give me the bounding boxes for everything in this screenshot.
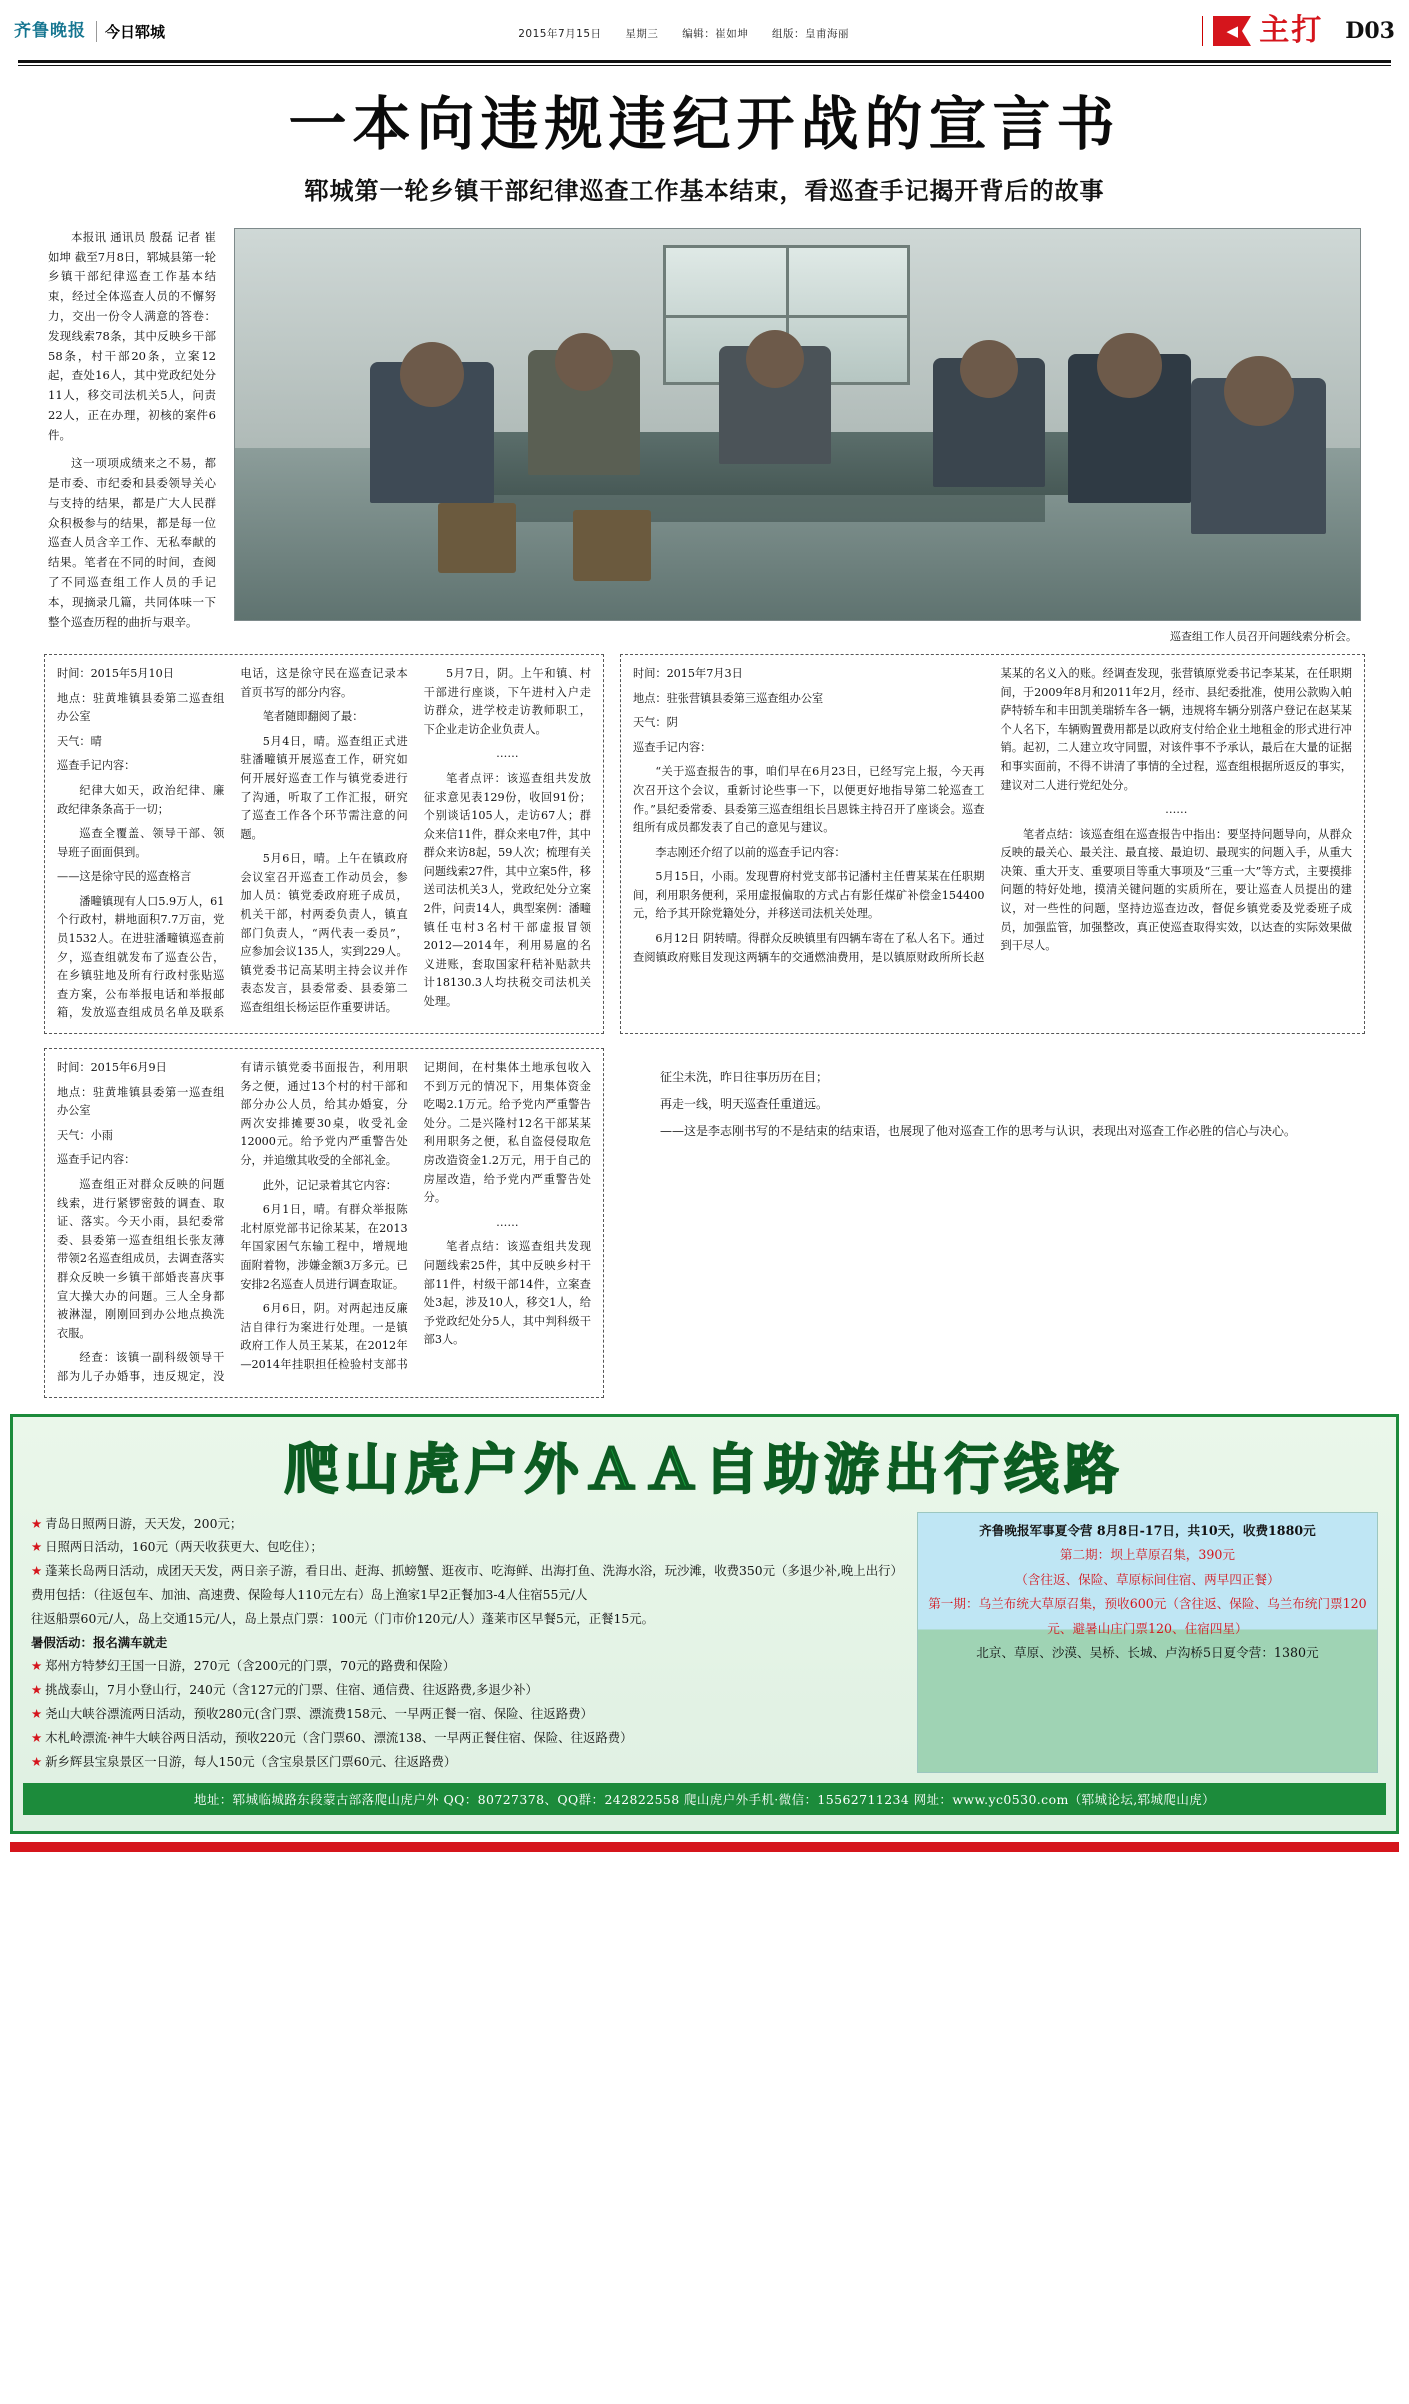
photo-caption: 巡查组工作人员召开问题线索分析会。 — [1170, 629, 1357, 643]
star-icon: ★ — [31, 1539, 43, 1555]
flag-icon — [1213, 16, 1251, 46]
star-icon: ★ — [31, 1753, 43, 1769]
note-line: ——这是徐守民的巡查格言 — [57, 870, 192, 884]
ad-list-item: ★ 挑战泰山，7月小登山行，240元（含127元的门票、住宿、通信费、往返路费,多退少补） — [31, 1682, 538, 1698]
note-line: 天气：阴 — [633, 716, 678, 730]
bottom-red-bar — [10, 1842, 1399, 1852]
note-line: 6月1日，晴。有群众举报陈北村原党部书记徐某某，在2013年国家困气东输工程中，增规地面附着物，涉嫌金额3万多元。已安排2名巡查人员进行调查取证。 — [240, 1203, 408, 1291]
note-line: “关于巡查报告的事，咱们早在6月23日，已经写完上报，今天再次召开这个会议，重新讨论些事一下，以便更好地指导第二轮巡查工作。”县纪委常委、县委第三巡查组组长吕恩铢主持召开了座谈会。巡查组所有成员都发表了自己的意见与建议。 — [633, 765, 985, 835]
camp-line: 第一期：乌兰布统大草原召集，预收600元（含往返、保险、乌兰布统门票120元、避暑山庄门票120、住宿四星） — [928, 1596, 1367, 1636]
paper-name: 齐鲁晚报 — [14, 20, 86, 41]
ad-contact-bar: 地址：郓城临城路东段蒙古部落爬山虎户外 QQ：80727378、QQ群：242822558 爬山虎户外手机·微信：15562711234 网址：www.yc0530.com（郓城论坛,郓城爬山虎） — [23, 1783, 1386, 1815]
ad-list-item: 费用包括：（往返包车、加油、高速费、保险每人110元左右）岛上渔家1早2正餐加3-4人住宿55元/人 — [31, 1586, 588, 1602]
ad-list-item: ★ 日照两日活动，160元（两天收获更大、包吃住）； — [31, 1539, 323, 1555]
ad-list-item: ★ 新乡辉县宝泉景区一日游，每人150元（含宝泉景区门票60元、往返路费） — [31, 1753, 457, 1769]
section-name: 今日郓城 — [96, 21, 165, 42]
ad-list-item: ★ 尧山大峡谷漂流两日活动，预收280元(含门票、漂流费158元、一早两正餐一宿、保险、往返路费） — [31, 1706, 593, 1722]
note-line: 5月7日，阴。上午和镇、村干部进行座谈，下午进村入户走访群众，进学校走访教师职工，下企业走访企业负责人。 — [423, 666, 591, 736]
note-line: 时间：2015年5月10日 — [57, 666, 174, 680]
note-line: 笔者随即翻阅了最： — [262, 710, 364, 724]
ad-list-item: ★ 木札岭漂流·神牛大峡谷两日活动，预收220元（含门票60、漂流138、一早两正餐住宿、保险、往返路费） — [31, 1729, 633, 1745]
issue-weekday: 星期三 — [625, 27, 659, 40]
note-line: 地点：驻张营镇县委第三巡查组办公室 — [633, 691, 824, 705]
brand-label: 主打 — [1259, 13, 1324, 48]
ad-list-item: ★ 青岛日照两日游，天天发，200元； — [31, 1515, 243, 1531]
meeting-photo — [234, 228, 1361, 621]
star-icon: ★ — [31, 1658, 43, 1674]
note-ellipsis: …… — [496, 1215, 519, 1229]
notes-row-2 — [44, 1048, 1365, 1398]
ad-list-item: ★ 郑州方特梦幻王国一日游，270元（含200元的门票，70元的路费和保险） — [31, 1658, 456, 1674]
note-line: 6月6日，阴。对两起违反廉洁自律行为案进行处理。一是镇政府工作人员王某某，在2012年—2014年挂职担任检验村支部书记期间，在村集体土地承包收入不到万元的情况下，用集体资金吃喝2.1万元。给予党内严重警告处分。二是兴隆村12名干部某某利用职务之便，私自盗侵侵取危房改造资金1.2万元，用于自己的房屋改造，给予党内严重警告处分。 — [240, 1061, 591, 1371]
star-icon: ★ — [31, 1515, 43, 1531]
camp-line: 齐鲁晚报军事夏令营 8月8日-17日，共10天，收费1880元 — [979, 1522, 1316, 1538]
note-line: 巡查组正对群众反映的问题线索，进行紧锣密鼓的调查、取证、落实。今天小雨，县纪委常委、县委第一巡查组组长张友薄带领2名巡查组成员，去调查落实群众反映一乡镇干部婚丧喜庆事宣大操大办的问题。三人全身都被淋湿，刚刚回到办公地点换洗衣服。 — [57, 1178, 225, 1340]
note-comment: 笔者点结：该巡查组共发现问题线索25件，其中反映乡村干部11件，村级干部14件，立案查处3起，涉及10人，移交1人，给予党政纪处分5人，其中判科级干部3人。 — [423, 1240, 591, 1347]
intro-column — [48, 228, 216, 644]
star-icon: ★ — [31, 1682, 43, 1698]
note-line: 潘疃镇现有人口5.9万人，61个行政村，耕地面积7.7万亩，党员1532人。在进驻潘疃镇巡查前夕，巡查组就发布了巡查公告，在乡镇驻地及所有行政村张贴巡查方案，公布举报电话和举报邮箱，发放巡查组成员名单及联系电话，这是徐守民在巡查记录本首页书写的部分内容。 — [57, 666, 408, 1020]
closing-line-2: 再走一线，明天巡查任重道远。 — [660, 1096, 829, 1111]
star-icon: ★ — [31, 1706, 43, 1722]
masthead — [0, 0, 1409, 56]
note-line: 天气：小雨 — [57, 1128, 113, 1142]
note-line: 时间：2015年6月9日 — [57, 1061, 167, 1075]
camp-line: 第二期：坝上草原召集，390元 — [1059, 1547, 1236, 1563]
page-title: 一本向违规违纪开战的宣言书 — [288, 90, 1121, 158]
notes-area — [0, 644, 1409, 1398]
note-line: 天气：晴 — [57, 734, 102, 748]
ad-tour-list — [31, 1512, 903, 1774]
note-line: 地点：驻黄堆镇县委第一巡查组办公室 — [57, 1085, 225, 1118]
photo-block — [234, 228, 1361, 644]
closing-block — [620, 1048, 1365, 1398]
note-ellipsis: …… — [1165, 803, 1188, 817]
note-ellipsis: …… — [496, 747, 519, 761]
intro-paragraph-2: 这一项项成绩来之不易，都是市委、市纪委和县委领导关心与支持的结果，都是广大人民群众积极参与的结果，都是每一位巡查人员含辛工作、无私奉献的结果。笔者在不同的时间，查阅了不同巡查组工作人员的手记本，现摘录几篇，共同体味一下整个巡查历程的曲折与艰辛。 — [48, 456, 216, 629]
ad-list-item: 往返船票60元/人，岛上交通15元/人，岛上景点门票：100元（门市价120元/人）蓬莱市区早餐5元，正餐15元。 — [31, 1610, 655, 1626]
note-comment: 笔者点结：该巡查组在巡查报告中指出：要坚持问题导向，从群众反映的最关心、最关注、最直接、最迫切、最现实的问题入手，从重大决策、重大开支、重要项目等重大事项及“三重一大”等方式，主要摸排问题的特好处地，摸清关键问题的实质所在，要让巡查人员提出的建议，对一些性的问题，坚持边巡查边改，督促乡镇党委及党委班子成员，加强监管，加强整改，真正使巡查取得实效，以达查的实际效果做到干尽人。 — [1000, 827, 1352, 953]
note-box-third-group — [620, 654, 1365, 1034]
note-line: 时间：2015年7月3日 — [633, 666, 743, 680]
issue-date: 2015年7月15日 — [518, 27, 602, 40]
note-line: 地点：驻黄堆镇县委第二巡查组办公室 — [57, 691, 225, 724]
ad-title: 爬山虎户外ＡＡ自助游出行线路 — [284, 1436, 1125, 1501]
note-line: 巡查手记内容： — [633, 740, 712, 754]
note-box-second-group-text — [57, 665, 591, 1023]
page-subtitle: 郓城第一轮乡镇干部纪律巡查工作基本结束，看巡查手记揭开背后的故事 — [304, 176, 1105, 205]
notes-row-1 — [44, 654, 1365, 1034]
note-box-first-group-text — [57, 1059, 591, 1387]
ad-body — [13, 1508, 1396, 1778]
note-line: 5月4日，晴。巡查组正式进驻潘疃镇开展巡查工作，研究如何开展好巡查工作与镇党委进行了沟通，听取了工作汇报，研究了巡查工作各个环节需注意的问题。 — [240, 734, 408, 841]
note-comment: 笔者点评：该巡查组共发放征求意见表129份，收回91份；个别谈话105人，走访67人；群众来信11件，群众来电7件，其中群众来访8起，59人次；梳理有关问题线索27件，其中立案5件，移送司法机关3人，党政纪处分立案2件，问责14人，典型案例：潘疃镇任屯村3名村干部虚报冒领2012—2014年，利用易扈的名义进账，套取国家秆秸补贴款共计18130.3人均扶税交司法机关处理。 — [423, 771, 591, 1009]
note-line: 5月6日，晴。上午在镇政府会议室召开巡查工作动员会，参加人员：镇党委政府班子成员，机关干部，村两委负责人，镇直部门负责人，“两代表一委员”，应参加会议135人，实到229人。镇党委书记高某明主持会议并作表态发言，县委常委、县委第二巡查组组长杨运臣作重要讲话。 — [240, 852, 408, 1015]
note-line: 5月15日，小雨。发现曹府村党支部书记潘村主任曹某某在任职期间，利用职务便利，采用虚报偏取的方式占有影任煤矿补偿金154400元，给予其开除党籍处分，并移送司法机关处理。 — [633, 870, 985, 921]
note-line: 此外，记记录着其它内容： — [262, 1178, 397, 1192]
star-icon: ★ — [31, 1729, 43, 1745]
ad-list-item: ★ 蓬莱长岛两日活动，成团天天发，两日亲子游，看日出、赶海、抓螃蟹、逛夜市、吃海鲜、出海打鱼、洗海水浴，玩沙滩，收费350元（多退少补,晚上出行） — [31, 1563, 903, 1579]
note-line: 巡查手记内容： — [57, 1153, 136, 1167]
note-box-second-group — [44, 654, 604, 1034]
section-brand — [1202, 13, 1395, 48]
flag-glyph: ◀ — [1226, 22, 1239, 40]
note-box-third-group-text — [633, 665, 1352, 967]
advertisement[interactable] — [10, 1414, 1399, 1835]
editor-credit: 编辑：崔如坤 — [682, 27, 749, 40]
note-line: 巡查手记内容： — [57, 759, 136, 773]
intro-paragraph-1: 本报讯 通讯员 殷磊 记者 崔如坤 截至7月8日，郓城县第一轮乡镇干部纪律巡查工作基本结束，经过全体巡查人员的不懈努力，交出一份令人满意的答卷：发现线索78条，其中反映乡干部58条，村干部20条，立案12起，查处16人，其中党政纪处分11人，移交司法机关5人，问责22人，正在办理，初核的案件6件。 — [48, 229, 216, 442]
camp-line: （含往返、保险、草原标间住宿、两早四正餐） — [1015, 1571, 1280, 1587]
layout-credit: 组版：皇甫海丽 — [772, 27, 850, 40]
note-line: 李志刚还介绍了以前的巡查手记内容： — [655, 845, 846, 859]
note-line: 经查：该镇一副科级领导干部为儿子办婚事，违反规定，没有请示镇党委书面报告，利用职务之便，通过13个村的村干部和部分办公人员，给其办婚宴，分两次安排摊要30桌，收受礼金12000元。给予党内严重警告处分，并追缴其收受的全部礼金。 — [57, 1061, 408, 1383]
page-number: D03 — [1345, 18, 1395, 44]
headline-block — [0, 66, 1409, 210]
masthead-meta — [165, 22, 1202, 41]
ad-camp-panel — [917, 1512, 1378, 1774]
ad-list-heading: 暑假活动：报名满车就走 — [31, 1634, 168, 1650]
camp-line: 北京、草原、沙漠、吴桥、长城、卢沟桥5日夏令营：1380元 — [976, 1645, 1319, 1661]
note-box-first-group — [44, 1048, 604, 1398]
note-line: 6月12日 阴转晴。得群众反映镇里有四辆车寄在了私人名下。通过查阅镇政府账目发现这两辆车的交通燃油费用，是以镇原财政所所长赵某某的名义入的账。经调查发现，张营镇原党委书记李某某，在任职期间，于2009年8月和2011年2月，经市、县纪委批准，使用公款购入帕萨特轿车和丰田凯美瑞轿车各一辆，违规将车辆分别落户登记在赵某某个人名下，车辆购置费用都是以政府支付给企业土地租金的形式进行冲销。起初，二人建立攻守同盟，对该件事不予承认，最后在大量的证据和事实面前，不得不讲清了事情的全过程，巡查组根据所返反的事实，建议对二人进行党纪处分。 — [633, 666, 1352, 964]
closing-line-3: ——这是李志刚书写的不是结束的结束语，也展现了他对巡查工作的思考与认识，表现出对巡查工作必胜的信心与决心。 — [660, 1123, 1297, 1138]
note-line: 巡查全覆盖、领导干部、领导班子面面俱到。 — [57, 827, 225, 859]
lead-section — [0, 210, 1409, 644]
masthead-rule-thick — [18, 60, 1391, 63]
closing-line-1: 征尘未洗，昨日往事历历在目； — [660, 1070, 829, 1085]
paper-logo — [14, 21, 165, 42]
ad-camp-text — [926, 1519, 1369, 1666]
note-line: 纪律大如天，政治纪律、廉政纪律条条高于一切； — [57, 783, 225, 816]
star-icon: ★ — [31, 1563, 43, 1579]
